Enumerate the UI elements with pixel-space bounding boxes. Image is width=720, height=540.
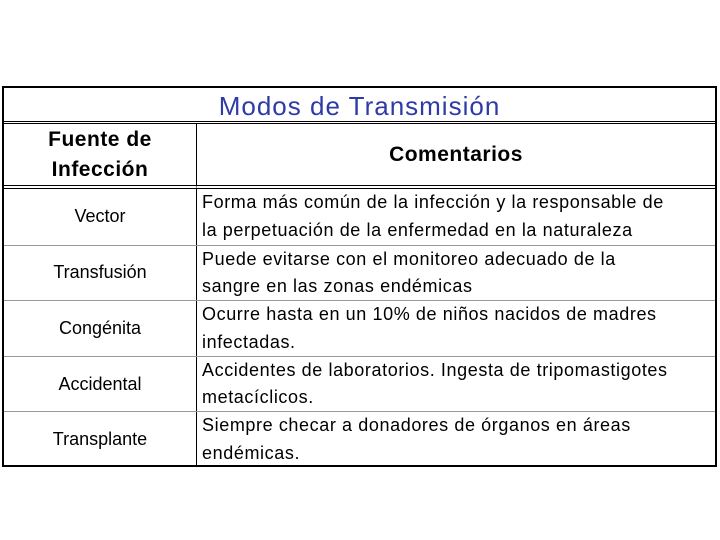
row-comment-line1: Accidentes de laboratorios. Ingesta de tripomastigotes	[202, 359, 668, 380]
table-row	[4, 411, 715, 467]
row-comment-line2: la perpetuación de la enfermedad en la naturaleza	[202, 219, 633, 240]
row-comment-line2: infectadas.	[202, 331, 296, 352]
row-comment	[202, 189, 713, 245]
row-comment-line2: metacíclicos.	[202, 387, 314, 408]
header-source-line2: Infección	[51, 157, 149, 181]
row-comment-line1: Siempre checar a donadores de órganos en áreas	[202, 415, 631, 436]
table-row	[4, 300, 715, 356]
table-row	[4, 356, 715, 412]
row-comment-line1: Ocurre hasta en un 10% de niños nacidos de madres	[202, 304, 657, 325]
row-source: Transplante	[4, 412, 197, 467]
table-row	[4, 189, 715, 245]
row-comment	[202, 412, 713, 467]
row-comment-line2: sangre en las zonas endémicas	[202, 276, 473, 297]
row-comment	[202, 246, 713, 301]
table-body	[4, 189, 715, 465]
row-comment	[202, 357, 713, 412]
row-source: Congénita	[4, 301, 197, 356]
row-source: Accidental	[4, 357, 197, 412]
table-title: Modos de Transmisión	[4, 88, 715, 124]
header-source	[4, 124, 197, 189]
table-row	[4, 245, 715, 301]
row-source: Vector	[4, 189, 197, 245]
row-comment-line1: Forma más común de la infección y la responsable de	[202, 192, 664, 212]
row-comment-line1: Puede evitarse con el monitoreo adecuado de la	[202, 248, 616, 269]
transmission-table	[2, 86, 717, 467]
row-comment	[202, 301, 713, 356]
header-comments: Comentarios	[197, 124, 715, 189]
row-comment-line2: endémicas.	[202, 442, 301, 463]
row-source: Transfusión	[4, 246, 197, 301]
header-source-line1: Fuente de	[48, 127, 152, 151]
